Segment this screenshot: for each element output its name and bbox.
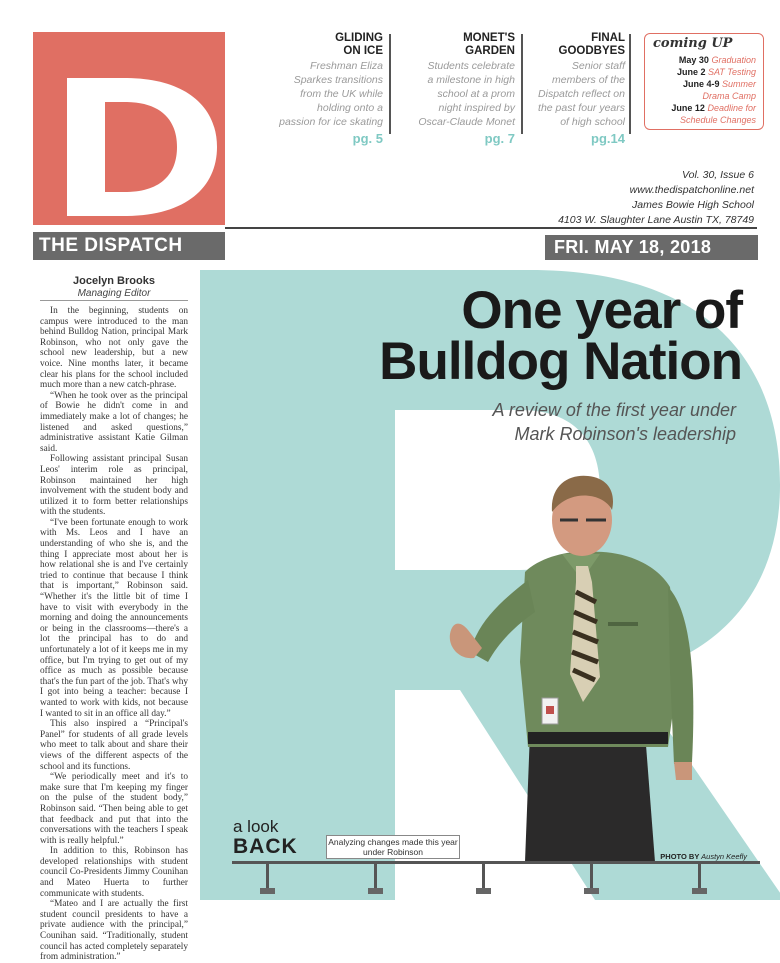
teaser-description: Students celebrate a milestone in high school at a prom night inspired by Oscar-Claude Monet <box>418 60 515 128</box>
teaser-title: MONET'S GARDEN <box>463 32 515 57</box>
look-back-large: BACK <box>233 835 298 858</box>
feature-subhead: A review of the first year under Mark Robinson's leadership <box>492 400 736 444</box>
teaser-divider <box>629 34 631 134</box>
timeline-marker[interactable] <box>698 864 701 890</box>
issue-volume: Vol. 30, Issue 6 <box>682 169 754 181</box>
article-paragraph: “We periodically meet and it's to make sure that I'm keeping my finger on the pulse of the student body,” Robinson said. “Then being able to get that feedback and put that into the conversations with the teachers I speak with is really helpful.” <box>40 772 188 846</box>
byline-role: Managing Editor <box>77 288 151 299</box>
byline-divider <box>40 300 188 301</box>
byline-author: Jocelyn Brooks <box>73 275 155 287</box>
look-back-small: a look <box>233 817 279 836</box>
teaser-title: FINAL GOODBYES <box>558 32 625 57</box>
timeline-marker[interactable] <box>482 864 485 890</box>
coming-up-item: June 2 SAT Testing <box>676 67 756 77</box>
teaser-divider <box>521 34 523 134</box>
article-paragraph: In the beginning, students on campus were introduced to the man behind Bulldog Nation, principal Mark Robinson, who not only gave the school new leadership, but a new voice. Nine months later, it became clear his plans for the school included much more than a new catch-phrase. <box>40 306 188 391</box>
article-paragraph: This also inspired a “Principal's Panel” for students of all grade levels who meet to talk about and share their views of the different aspects of the school and its functions. <box>40 719 188 772</box>
article-paragraph: Following assistant principal Susan Leos' interim role as principal, Robinson maintained her high involvement with the student body and utilized it to form better relationships with the students. <box>40 454 188 518</box>
timeline-bar <box>232 861 760 864</box>
teaser-page-link[interactable]: pg.14 <box>591 131 625 146</box>
article-paragraph: “I've been fortunate enough to work with Ms. Leos and I have an understanding of who she is, and the thing I appreciate most about her is how relational she is and I've certainly tried to continue that because I think that is important,” Robinson said. “Whether it's the little bit of time I have to visit with everybody in the morning and doing the announcements or being in the classrooms—there's a lot the principal has to do and unfortunately a lot of it keeps me in my office, but I'm trying to get out of my office as much as possible because that's the fun part of the job. That's why I got into being a teacher: because I wanted to work with kids, not because I wanted to sit in an office all day.” <box>40 517 188 719</box>
issue-info <box>558 168 754 228</box>
teaser-divider <box>389 34 391 134</box>
masthead-logo <box>33 32 225 225</box>
timeline-caption: Analyzing changes made this year under Robinson <box>326 835 460 859</box>
coming-up-item: Drama Camp <box>702 91 756 101</box>
masthead-rule <box>225 227 757 229</box>
paper-name-bar <box>33 232 225 260</box>
coming-up-item: Schedule Changes <box>679 115 756 125</box>
teaser-page-link[interactable]: pg. 5 <box>352 131 383 146</box>
issue-website[interactable]: www.thedispatchonline.net <box>629 184 754 196</box>
coming-up-title: coming UP <box>653 36 733 51</box>
issue-school: James Bowie High School <box>632 199 754 211</box>
teaser-final-goodbyes[interactable] <box>538 32 625 146</box>
teaser-page-link[interactable]: pg. 7 <box>484 131 515 146</box>
principal-photo <box>430 462 700 862</box>
coming-up-list <box>646 54 756 126</box>
timeline-marker[interactable] <box>266 864 269 890</box>
article-paragraph: “When he took over as the principal of Bowie he didn't come in and immediately make a lot of changes; he listened and asked questions,” administrative assistant Katie Gilman said. <box>40 390 188 454</box>
photo-credit: PHOTO BY Austyn Keefly <box>660 852 747 861</box>
teaser-gliding-on-ice[interactable] <box>279 32 383 146</box>
teaser-monets-garden[interactable] <box>418 32 515 146</box>
issue-date-bar <box>545 235 758 260</box>
coming-up-box <box>644 33 764 130</box>
article-body <box>40 306 188 963</box>
issue-address: 4103 W. Slaughter Lane Austin TX, 78749 <box>558 214 754 226</box>
feature-headline: One year of Bulldog Nation <box>379 281 742 391</box>
coming-up-item: May 30 Graduation <box>678 55 756 65</box>
coming-up-item: June 4-9 Summer <box>682 79 756 89</box>
teaser-description: Freshman Eliza Sparkes transitions from the UK while holding onto a passion for ice skating <box>279 60 383 128</box>
issue-date: FRI. MAY 18, 2018 <box>554 237 712 257</box>
coming-up-item: June 12 Deadline for <box>671 103 756 113</box>
timeline-marker[interactable] <box>590 864 593 890</box>
teaser-title: GLIDING ON ICE <box>335 32 383 57</box>
byline <box>40 275 188 299</box>
timeline-marker[interactable] <box>374 864 377 890</box>
look-back-label <box>233 818 298 858</box>
logo-d-letter <box>67 78 217 216</box>
paper-name: THE DISPATCH <box>39 235 183 256</box>
article-paragraph: In addition to this, Robinson has developed relationships with student council Co-Presidents Jimmy Counihan and Mateo Huerta to further communicate with students. <box>40 846 188 899</box>
teaser-description: Senior staff members of the Dispatch reflect on the past four years of high school <box>538 60 625 128</box>
article-paragraph: “Mateo and I are actually the first student council presidents to have a private audience with the principal,” Counihan said. “Traditionally, student council has acted completely separately from administration.” <box>40 899 188 963</box>
